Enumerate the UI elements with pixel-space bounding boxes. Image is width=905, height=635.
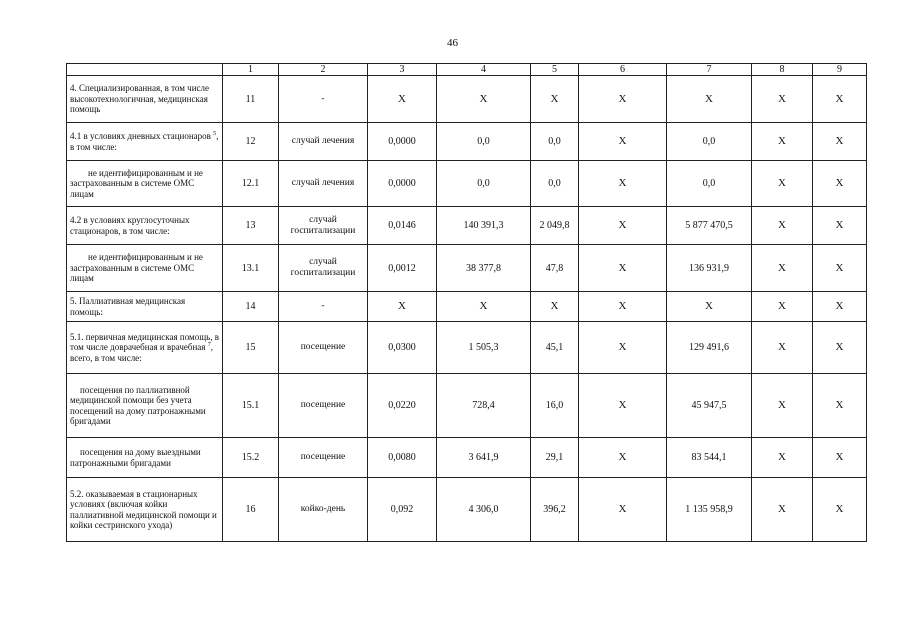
row-name: 4.2 в условиях круглосуточных стационаров, в том числе: (67, 207, 223, 245)
cell-value: 0,0 (531, 123, 579, 161)
cell-value: X (437, 76, 531, 123)
cell-value: 140 391,3 (437, 207, 531, 245)
cell-row-number: 12.1 (223, 161, 279, 207)
header-cell: 2 (279, 64, 368, 76)
row-name-text: , всего, в том числе: (70, 342, 213, 363)
header-cell: 5 (531, 64, 579, 76)
cell-unit: посещение (279, 374, 368, 438)
cell-value: 45,1 (531, 322, 579, 374)
cell-value: 0,0000 (368, 123, 437, 161)
cell-value: 16,0 (531, 374, 579, 438)
row-name: не идентифицированным и не застрахованным в системе ОМС лицам (67, 245, 223, 292)
page-number: 46 (447, 37, 458, 49)
cell-row-number: 15 (223, 322, 279, 374)
cell-unit: случай лечения (279, 161, 368, 207)
cell-value: X (813, 207, 867, 245)
cell-value: X (813, 478, 867, 542)
footnote-mark: 7 (207, 342, 211, 349)
row-name-text: 4.1 в условиях дневных стационаров (70, 131, 214, 141)
cell-value: X (752, 374, 813, 438)
row-name-text: 5.1. первичная медицинская помощь, в том числе доврачебная и врачебная (70, 331, 220, 353)
row-name-text: , в том числе: (70, 131, 219, 152)
cell-value: X (813, 161, 867, 207)
cell-unit: - (279, 292, 368, 322)
cell-unit: - (279, 76, 368, 123)
cell-row-number: 15.1 (223, 374, 279, 438)
header-cell: 4 (437, 64, 531, 76)
row-name (67, 322, 223, 374)
cell-value: X (752, 478, 813, 542)
cell-value: X (437, 292, 531, 322)
cell-value: 0,0146 (368, 207, 437, 245)
cell-unit: случай госпитализации (279, 207, 368, 245)
table-row (67, 76, 867, 123)
row-name: не идентифицированным и не застрахованным в системе ОМС лицам (67, 161, 223, 207)
cell-value: X (579, 438, 667, 478)
header-cell: 3 (368, 64, 437, 76)
cell-value: 45 947,5 (667, 374, 752, 438)
cell-value: 29,1 (531, 438, 579, 478)
cell-row-number: 13 (223, 207, 279, 245)
row-name: посещения по паллиативной медицинской помощи без учета посещений на дому патронажными бригадами (67, 374, 223, 438)
table-row (67, 322, 867, 374)
cell-value: 1 505,3 (437, 322, 531, 374)
cell-value: X (813, 292, 867, 322)
header-cell: 1 (223, 64, 279, 76)
cell-unit: случай лечения (279, 123, 368, 161)
cell-value: X (579, 245, 667, 292)
cell-value: X (752, 438, 813, 478)
cell-row-number: 12 (223, 123, 279, 161)
cell-value: 5 877 470,5 (667, 207, 752, 245)
cell-value: X (368, 292, 437, 322)
cell-value: X (813, 438, 867, 478)
cell-value: X (813, 245, 867, 292)
header-row (67, 64, 867, 76)
cell-value: X (813, 374, 867, 438)
cell-value: 83 544,1 (667, 438, 752, 478)
cell-value: 129 491,6 (667, 322, 752, 374)
cell-value: 0,0 (667, 123, 752, 161)
table-row (67, 292, 867, 322)
table-row (67, 123, 867, 161)
cell-value: X (813, 322, 867, 374)
cell-value: X (752, 161, 813, 207)
cell-value: X (752, 123, 813, 161)
cell-value: X (368, 76, 437, 123)
cell-value: X (579, 161, 667, 207)
cell-value: 728,4 (437, 374, 531, 438)
cell-value: 47,8 (531, 245, 579, 292)
cell-value: X (667, 76, 752, 123)
cell-row-number: 16 (223, 478, 279, 542)
cell-value: X (813, 76, 867, 123)
cell-row-number: 13.1 (223, 245, 279, 292)
cell-value: X (531, 76, 579, 123)
data-table (66, 63, 867, 542)
cell-value: 0,0 (437, 123, 531, 161)
header-cell: 7 (667, 64, 752, 76)
cell-value: 0,0080 (368, 438, 437, 478)
cell-value: X (579, 374, 667, 438)
footnote-mark: 5 (213, 131, 217, 137)
cell-unit: койко-день (279, 478, 368, 542)
cell-row-number: 15.2 (223, 438, 279, 478)
cell-value: X (579, 123, 667, 161)
cell-value: X (579, 207, 667, 245)
cell-value: X (752, 245, 813, 292)
cell-value: X (579, 292, 667, 322)
cell-value: 2 049,8 (531, 207, 579, 245)
cell-value: X (667, 292, 752, 322)
cell-value: 136 931,9 (667, 245, 752, 292)
cell-value: X (752, 292, 813, 322)
cell-value: 3 641,9 (437, 438, 531, 478)
table-row (67, 438, 867, 478)
cell-value: X (813, 123, 867, 161)
cell-value: X (752, 322, 813, 374)
cell-value: X (752, 207, 813, 245)
header-cell (67, 64, 223, 76)
row-name (67, 123, 223, 161)
cell-value: 0,0 (437, 161, 531, 207)
cell-value: X (579, 322, 667, 374)
row-name: 4. Специализированная, в том числе высокотехнологичная, медицинская помощь (67, 76, 223, 123)
cell-value: 0,0 (531, 161, 579, 207)
table-row (67, 374, 867, 438)
row-name: посещения на дому выездными патронажными бригадами (67, 438, 223, 478)
cell-unit: посещение (279, 322, 368, 374)
header-cell: 6 (579, 64, 667, 76)
header-cell: 8 (752, 64, 813, 76)
table-row (67, 245, 867, 292)
cell-value: X (531, 292, 579, 322)
cell-value: 0,0300 (368, 322, 437, 374)
table-row (67, 161, 867, 207)
cell-row-number: 14 (223, 292, 279, 322)
table-row (67, 207, 867, 245)
cell-value: X (579, 76, 667, 123)
cell-value: X (752, 76, 813, 123)
cell-value: 0,092 (368, 478, 437, 542)
cell-value: 4 306,0 (437, 478, 531, 542)
cell-unit: случай госпитализации (279, 245, 368, 292)
cell-value: 0,0012 (368, 245, 437, 292)
cell-value: 0,0 (667, 161, 752, 207)
row-name: 5.2. оказываемая в стационарных условиях (включая койки паллиативной медицинской помощи и койки сестринского ухода) (67, 478, 223, 542)
cell-value: 0,0000 (368, 161, 437, 207)
cell-value: 0,0220 (368, 374, 437, 438)
cell-value: 38 377,8 (437, 245, 531, 292)
cell-value: 1 135 958,9 (667, 478, 752, 542)
cell-unit: посещение (279, 438, 368, 478)
header-cell: 9 (813, 64, 867, 76)
cell-row-number: 11 (223, 76, 279, 123)
table-row (67, 478, 867, 542)
row-name: 5. Паллиативная медицинская помощь: (67, 292, 223, 322)
cell-value: 396,2 (531, 478, 579, 542)
cell-value: X (579, 478, 667, 542)
